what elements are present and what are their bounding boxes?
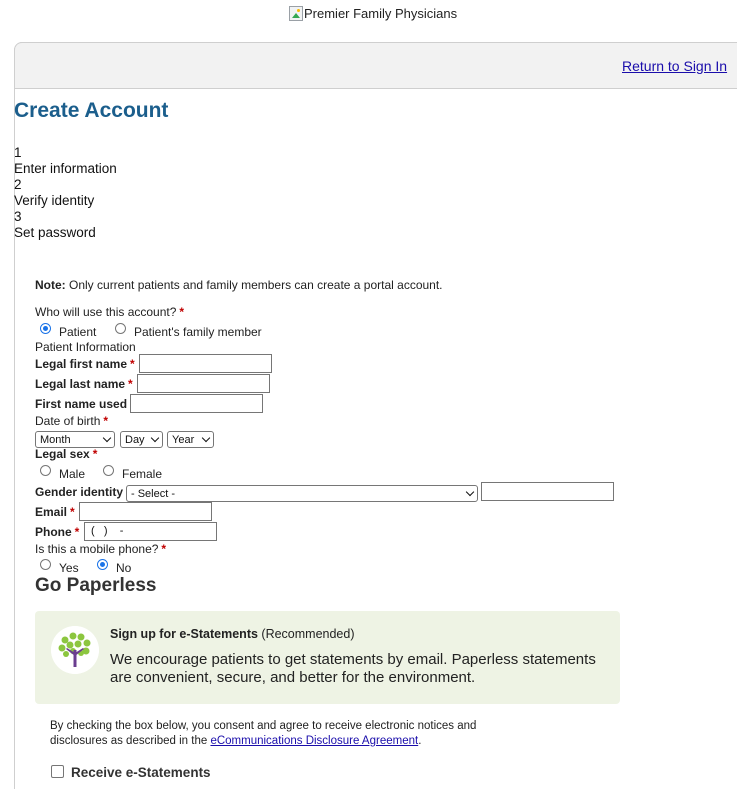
first-name-used-input[interactable] [130, 394, 263, 413]
date-of-birth-label: Date of birth * [35, 414, 109, 428]
step-2-number: 2 [14, 177, 22, 192]
patient-information-label: Patient Information [35, 340, 136, 354]
family-member-radio-label[interactable]: Patient's family member [134, 325, 262, 339]
receive-estatements-label[interactable]: Receive e-Statements [71, 765, 211, 780]
legal-last-name-label: Legal last name * [35, 377, 133, 391]
legal-last-name-input[interactable] [137, 374, 270, 393]
patient-radio-label[interactable]: Patient [59, 325, 97, 339]
note-text: Only current patients and family members can create a portal account. [65, 278, 443, 292]
practice-logo [289, 6, 457, 21]
consent-text: By checking the box below, you consent and agree to receive electronic notices and disclosures as described in the eCommunications Disclosure Agreement. [50, 720, 477, 747]
go-paperless-heading: Go Paperless [35, 575, 157, 596]
legal-first-name-label: Legal first name * [35, 357, 135, 371]
step-3-number: 3 [14, 209, 22, 224]
logo-alt-text: Premier Family Physicians [304, 6, 458, 21]
birth-day-select[interactable]: Day [120, 431, 163, 448]
page-title: Create Account [14, 99, 169, 122]
mobile-no-label[interactable]: No [116, 561, 132, 575]
tree-icon [51, 626, 99, 674]
female-radio[interactable] [103, 465, 114, 476]
legal-sex-label: Legal sex * [35, 447, 98, 461]
mobile-phone-question: Is this a mobile phone? * [35, 542, 167, 556]
step-1-number: 1 [14, 145, 22, 160]
chevron-down-icon [466, 488, 474, 496]
mobile-yes-radio[interactable] [40, 559, 51, 570]
step-indicator [14, 145, 117, 241]
phone-label: Phone * [35, 525, 80, 539]
step-1-label: Enter information [14, 161, 117, 176]
note-prefix: Note: [35, 278, 66, 292]
first-name-used-label: First name used [35, 397, 128, 411]
male-radio[interactable] [40, 465, 51, 476]
return-to-sign-in-link[interactable]: Return to Sign In [622, 58, 728, 74]
legal-first-name-input[interactable] [139, 354, 272, 373]
broken-image-icon [289, 6, 303, 21]
step-2-label: Verify identity [14, 193, 95, 208]
mobile-yes-label[interactable]: Yes [59, 561, 79, 575]
estatement-description: We encourage patients to get statements by email. Paperless statements are convenient, secure, and better for the environment. [110, 651, 596, 686]
account-user-question: Who will use this account? * [35, 305, 185, 319]
step-3-label: Set password [14, 225, 96, 240]
chevron-down-icon [103, 434, 111, 442]
birth-month-select[interactable]: Month [35, 431, 115, 448]
receive-estatements-checkbox[interactable] [51, 765, 64, 778]
estatement-promo-box [35, 611, 620, 704]
birth-year-select[interactable]: Year [167, 431, 214, 448]
male-radio-label[interactable]: Male [59, 467, 86, 481]
chevron-down-icon [202, 434, 210, 442]
email-label: Email * [35, 505, 75, 519]
email-input[interactable] [79, 502, 212, 521]
phone-input[interactable]: ( ) - [84, 522, 217, 541]
estatement-heading: Sign up for e-Statements (Recommended) [110, 627, 355, 641]
gender-identity-other-input[interactable] [481, 482, 614, 501]
family-member-radio[interactable] [115, 323, 126, 334]
gender-identity-select[interactable]: - Select - [126, 485, 478, 502]
mobile-no-radio[interactable] [97, 559, 108, 570]
patient-radio[interactable] [40, 323, 51, 334]
chevron-down-icon [151, 434, 159, 442]
eligibility-note [35, 278, 443, 292]
female-radio-label[interactable]: Female [122, 467, 163, 481]
ecommunications-disclosure-link[interactable]: eCommunications Disclosure Agreement [210, 735, 419, 747]
gender-identity-label: Gender identity [35, 485, 124, 499]
